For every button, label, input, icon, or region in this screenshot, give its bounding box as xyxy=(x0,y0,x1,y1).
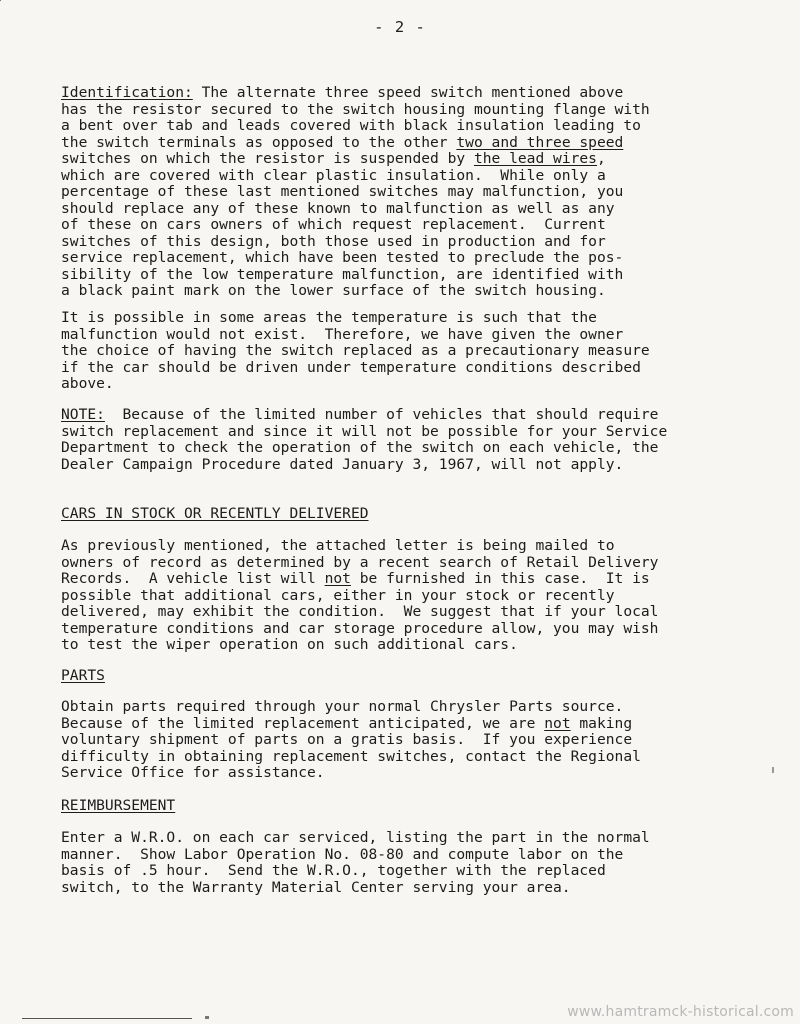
footer-rule xyxy=(22,1018,192,1019)
parts-heading: PARTS xyxy=(61,667,105,684)
corner-scan-mark xyxy=(0,0,11,14)
identification-label: Identification: xyxy=(61,84,193,101)
scan-speck xyxy=(772,767,774,773)
scan-speck xyxy=(205,1016,209,1019)
reimbursement-paragraph: Enter a W.R.O. on each car serviced, listing the part in the normal manner. Show Labor Operation No. 08-80 and compute labor on the basis of .5 hour. Send the W.R.O., together with the replaced switch, to the Warranty Material Center serving your area. xyxy=(61,829,650,896)
note-label: NOTE: xyxy=(61,406,105,423)
parts-paragraph: Obtain parts required through your normal Chrysler Parts source. Because of the limited replacement anticipated, we are not making voluntary shipment of parts on a gratis basis. If you experience difficulty in obtaining replacement switches, contact the Regional Service Office for assistance. xyxy=(61,698,641,781)
identification-paragraph: Identification: The alternate three speed switch mentioned above has the resistor secured to the switch housing mounting flange with a bent over tab and leads covered with black insulation leading to the switch terminals as opposed to the other two and three speed switches on which the resistor is suspended by the lead wires, which are covered with clear plastic insulation. While only a percentage of these last mentioned switches may malfunction, you should replace any of these known to malfunction as well as any of these on cars owners of which request replacement. Current switches of this design, both those used in production and for service replacement, which have been tested to preclude the pos- sibility of the low temperature malfunction, are identified with a black paint mark on the lower surface of the switch housing. xyxy=(61,84,650,299)
page-number: - 2 - xyxy=(374,18,426,36)
website-watermark: www.hamtramck-historical.com xyxy=(567,1004,794,1020)
reimbursement-heading: REIMBURSEMENT xyxy=(61,797,176,814)
cars-in-stock-paragraph: As previously mentioned, the attached letter is being mailed to owners of record as determined by a recent search of Retail Delivery Records. A vehicle list will not be furnished in this case. It is possible that additional cars, either in your stock or recently delivered, may exhibit the condition. We suggest that if your local temperature conditions and car storage procedure allow, you may wish to test the wiper operation on such additional cars. xyxy=(61,537,659,653)
temperature-paragraph: It is possible in some areas the temperature is such that the malfunction would not exist. Therefore, we have given the owner the choice of having the switch replaced as a precautionary measure if the car should be driven under temperature conditions described above. xyxy=(61,309,650,392)
cars-in-stock-heading: CARS IN STOCK OR RECENTLY DELIVERED xyxy=(61,505,369,522)
note-paragraph: NOTE: Because of the limited number of vehicles that should require switch replacement and since it will not be possible for your Service Department to check the operation of the switch on each vehicle, the Dealer Campaign Procedure dated January 3, 1967, will not apply. xyxy=(61,406,668,473)
